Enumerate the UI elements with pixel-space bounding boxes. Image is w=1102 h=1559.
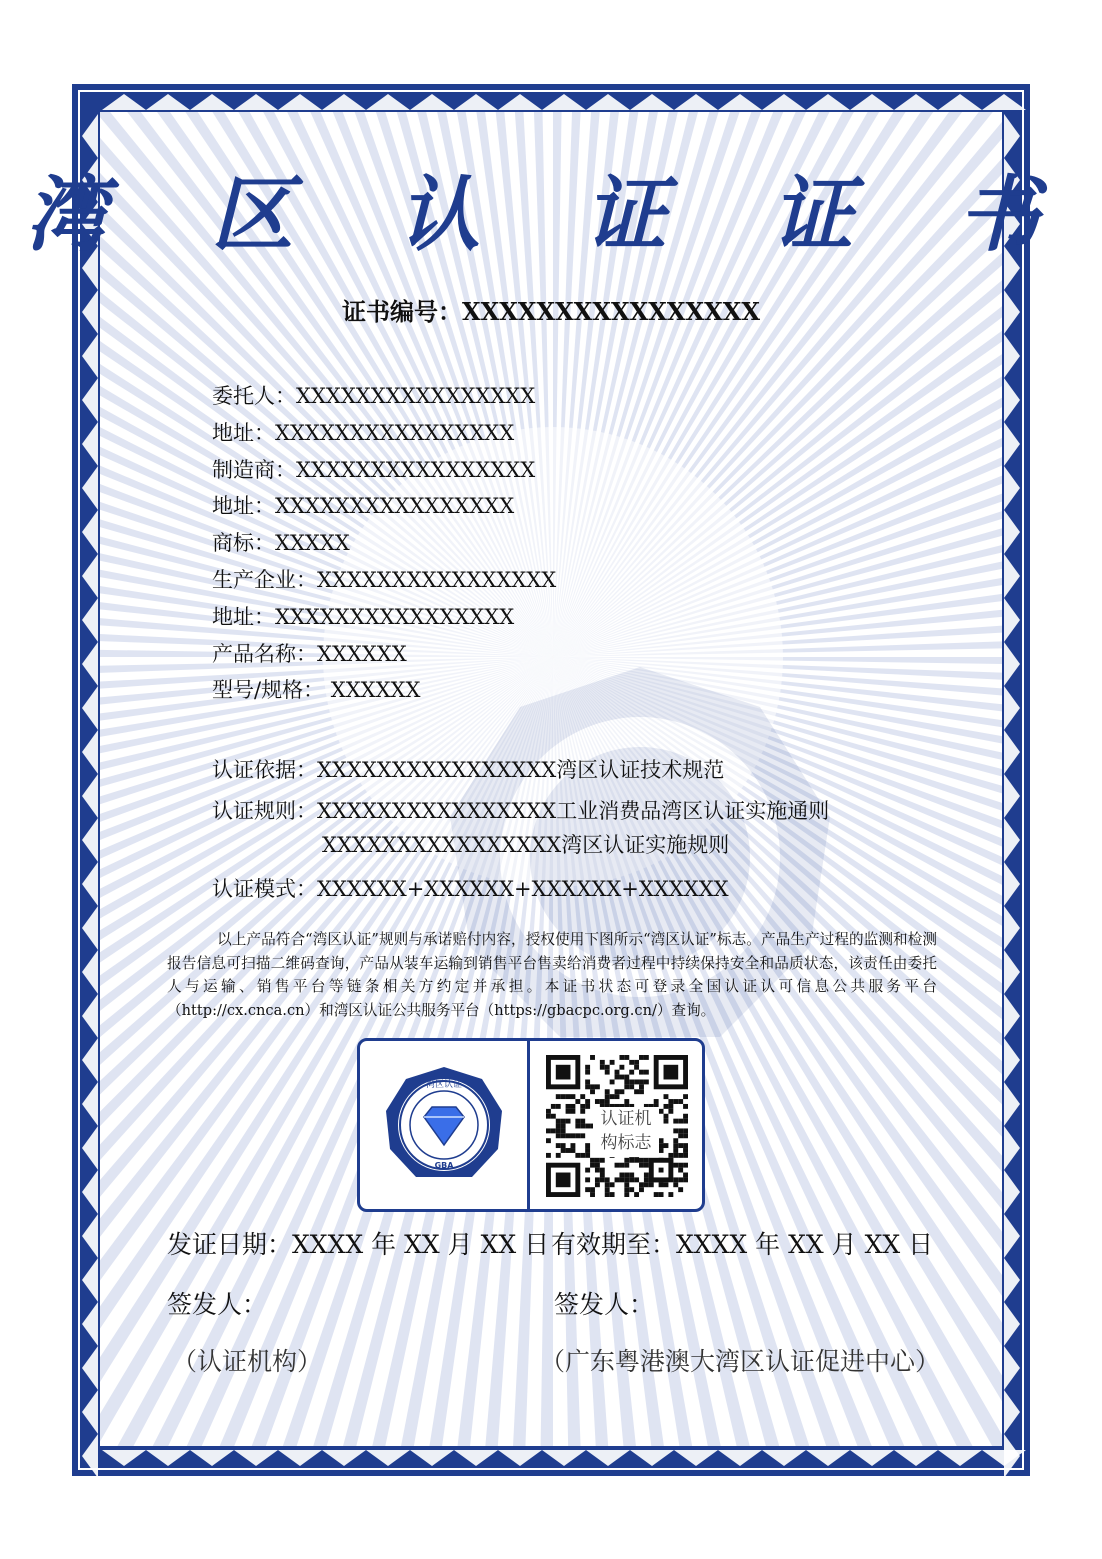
field-production-enterprise: 生产企业：XXXXXXXXXXXXXXXX	[212, 567, 557, 592]
statement-text: 以上产品符合“湾区认证”规则与承诺赔付内容，授权使用下图所示“湾区认证”标志。产品生产过程的监测和检测报告信息可扫描二维码查询，产品从装车运输到销售平台售卖给消费者过程中持续保持安全和品质状态，该责任由委托人与运输、销售平台等链条相关方约定并承担。本证书状态可登录全国认证认可信息公共服务平台（http://cx.cnca.cn）和湾区认证公共服务平台（https://gbacpc.org.cn/）查询。	[167, 931, 937, 1019]
field-model-spec: 型号/规格： XXXXXX	[212, 678, 421, 703]
logo-bottom-text: GBA	[434, 1161, 454, 1170]
field-manufacturer: 制造商：XXXXXXXXXXXXXXXX	[212, 457, 536, 482]
certification-basis: 认证依据：XXXXXXXXXXXXXXXX湾区认证技术规范	[212, 758, 725, 782]
field-manufacturer-address: 地址：XXXXXXXXXXXXXXXX	[212, 494, 515, 519]
mark-divider	[527, 1041, 530, 1209]
field-trademark: 商标：XXXXX	[212, 531, 350, 556]
signer-left: 签发人：	[167, 1290, 268, 1319]
certification-rules-1: 认证规则：XXXXXXXXXXXXXXXX工业消费品湾区认证实施通则	[212, 799, 830, 823]
issuing-organization: （认证机构）	[172, 1347, 323, 1376]
qr-center-label	[593, 1107, 659, 1157]
field-client-address: 地址：XXXXXXXXXXXXXXXX	[212, 420, 515, 445]
logo-top-text: 湾区认证	[425, 1080, 463, 1090]
qr-label-line1: 认证机	[600, 1109, 652, 1129]
certification-mode: 认证模式：XXXXXX+XXXXXX+XXXXXX+XXXXXX	[212, 877, 729, 901]
certification-rules-2: XXXXXXXXXXXXXXXX湾区认证实施规则	[322, 833, 730, 857]
valid-until: 有效期至：XXXX 年 XX 月 XX 日	[551, 1230, 934, 1259]
signer-right: 签发人：	[554, 1290, 655, 1319]
field-product-name: 产品名称：XXXXXX	[212, 641, 407, 666]
field-client: 委托人：XXXXXXXXXXXXXXXX	[212, 384, 536, 408]
applicant-fields	[212, 378, 556, 709]
issue-date: 发证日期：XXXX 年 XX 月 XX 日	[167, 1230, 550, 1259]
gba-logo-icon	[384, 1065, 504, 1185]
certification-mark-box	[357, 1038, 705, 1212]
field-enterprise-address: 地址：XXXXXXXXXXXXXXXX	[212, 604, 515, 629]
certificate-number: 证书编号：XXXXXXXXXXXXXXXX	[342, 297, 760, 326]
statement-paragraph	[167, 928, 937, 1022]
promotion-center: （广东粤港澳大湾区认证促进中心）	[540, 1347, 941, 1376]
certification-details	[212, 753, 829, 906]
qr-label-line2: 构标志	[600, 1133, 652, 1153]
certificate-title: 湾 区 认 证 证 书	[24, 167, 1078, 263]
